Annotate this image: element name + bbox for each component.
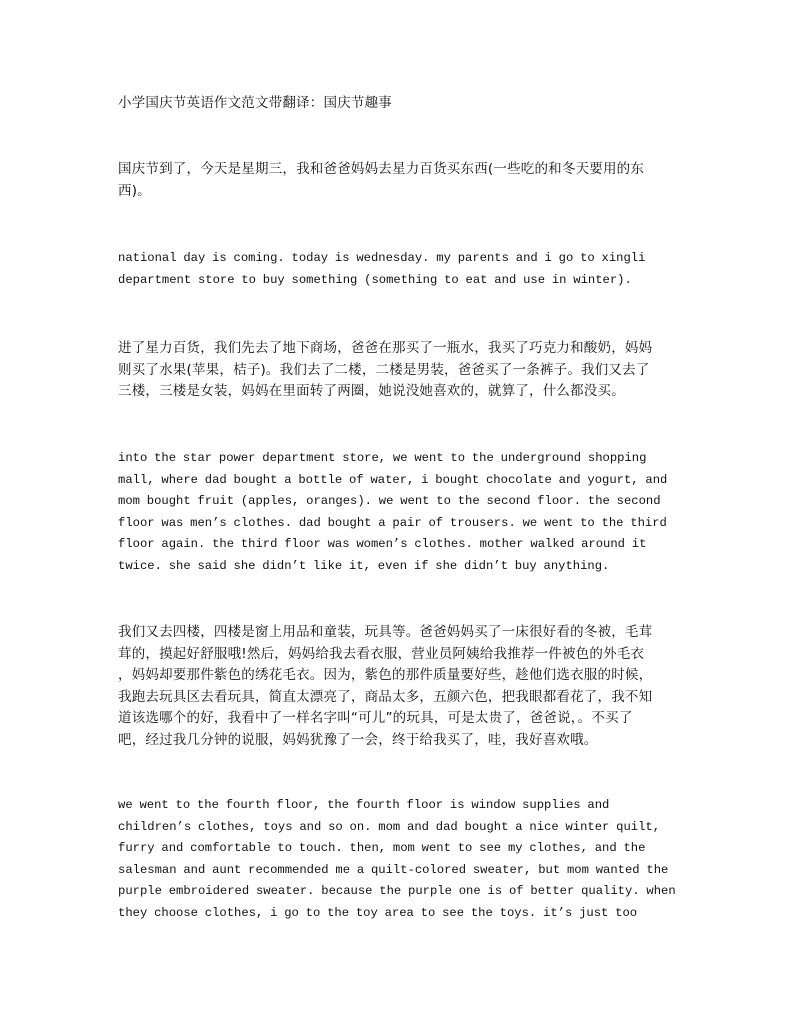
paragraph-3-chinese	[118, 622, 678, 751]
text-line: they choose clothes, i go to the toy area to see the toys. it’s just too	[118, 905, 638, 920]
text-line: 吧，经过我几分钟的说服，妈妈犹豫了一会，终于给我买了，哇，我好喜欢哦。	[118, 731, 598, 748]
text-line: salesman and aunt recommended me a quilt-colored sweater, but mom wanted the	[118, 862, 669, 877]
paragraph-2-chinese	[118, 338, 678, 403]
paragraph-1-chinese	[118, 159, 678, 202]
text-line: mom bought fruit (apples, oranges). we went to the second floor. the second	[118, 494, 661, 509]
text-line: purple embroidered sweater. because the purple one is of better quality. when	[118, 884, 676, 899]
text-line: furry and comfortable to touch. then, mom went to see my clothes, and the	[118, 841, 646, 856]
text-line: 西)。	[118, 182, 151, 199]
title-text: 小学国庆节英语作文范文带翻译：国庆节趣事	[118, 95, 392, 111]
text-line: children’s clothes, toys and so on. mom and dad bought a nice winter quilt,	[118, 819, 661, 834]
text-line: ，妈妈却要那件紫色的绣花毛衣。因为，紫色的那件质量要好些，趁他们选衣服的时候，	[118, 667, 653, 683]
paragraph-2-english	[118, 448, 678, 578]
text-line: 我跑去玩具区去看玩具，简直太漂亮了，商品太多，五颜六色，把我眼都看花了，我不知	[118, 688, 653, 705]
text-line: mall, where dad bought a bottle of water, i bought chocolate and yogurt, and	[118, 472, 668, 487]
paragraph-3-english	[118, 795, 678, 925]
text-line: into the star power department store, we went to the underground shopping	[118, 451, 647, 465]
text-line: 三楼，三楼是女装，妈妈在里面转了两圈，她说没她喜欢的，就算了，什么都没买。	[118, 383, 625, 399]
text-line: 我们又去四楼，四楼是窗上用品和童装，玩具等。爸爸妈妈买了一床很好看的冬被，毛茸	[118, 624, 653, 640]
text-line: floor again. the third floor was women’s clothes. mother walked around it	[118, 537, 647, 552]
text-line: twice. she said she didn’t like it, even if she didn’t buy anything.	[118, 558, 610, 573]
text-line: national day is coming. today is wednesday. my parents and i go to xingli	[118, 251, 646, 265]
text-line: 国庆节到了，今天是星期三，我和爸爸妈妈去星力百货买东西(一些吃的和冬天要用的东	[118, 161, 645, 177]
paragraph-1-english	[118, 248, 678, 291]
text-line: floor was men’s clothes. dad bought a pair of trousers. we went to the third	[118, 515, 667, 530]
document-title	[118, 93, 678, 115]
text-line: 则买了水果(苹果，桔子)。我们去了二楼，二楼是男装，爸爸买了一条裤子。我们又去了	[118, 361, 650, 378]
text-line: department store to buy something (something to eat and use in winter).	[118, 272, 632, 287]
text-line: 茸的，摸起好舒服哦!然后，妈妈给我去看衣服，营业员阿姨给我推荐一件被色的外毛衣	[118, 645, 645, 662]
text-line: 道该选哪个的好，我看中了一样名字叫“可儿”的玩具，可是太贵了，爸爸说，。不买了	[118, 710, 633, 726]
text-line: 进了星力百货，我们先去了地下商场，爸爸在那买了一瓶水，我买了巧克力和酸奶，妈妈	[118, 340, 653, 356]
text-line: we went to the fourth floor, the fourth floor is window supplies and	[118, 798, 610, 812]
